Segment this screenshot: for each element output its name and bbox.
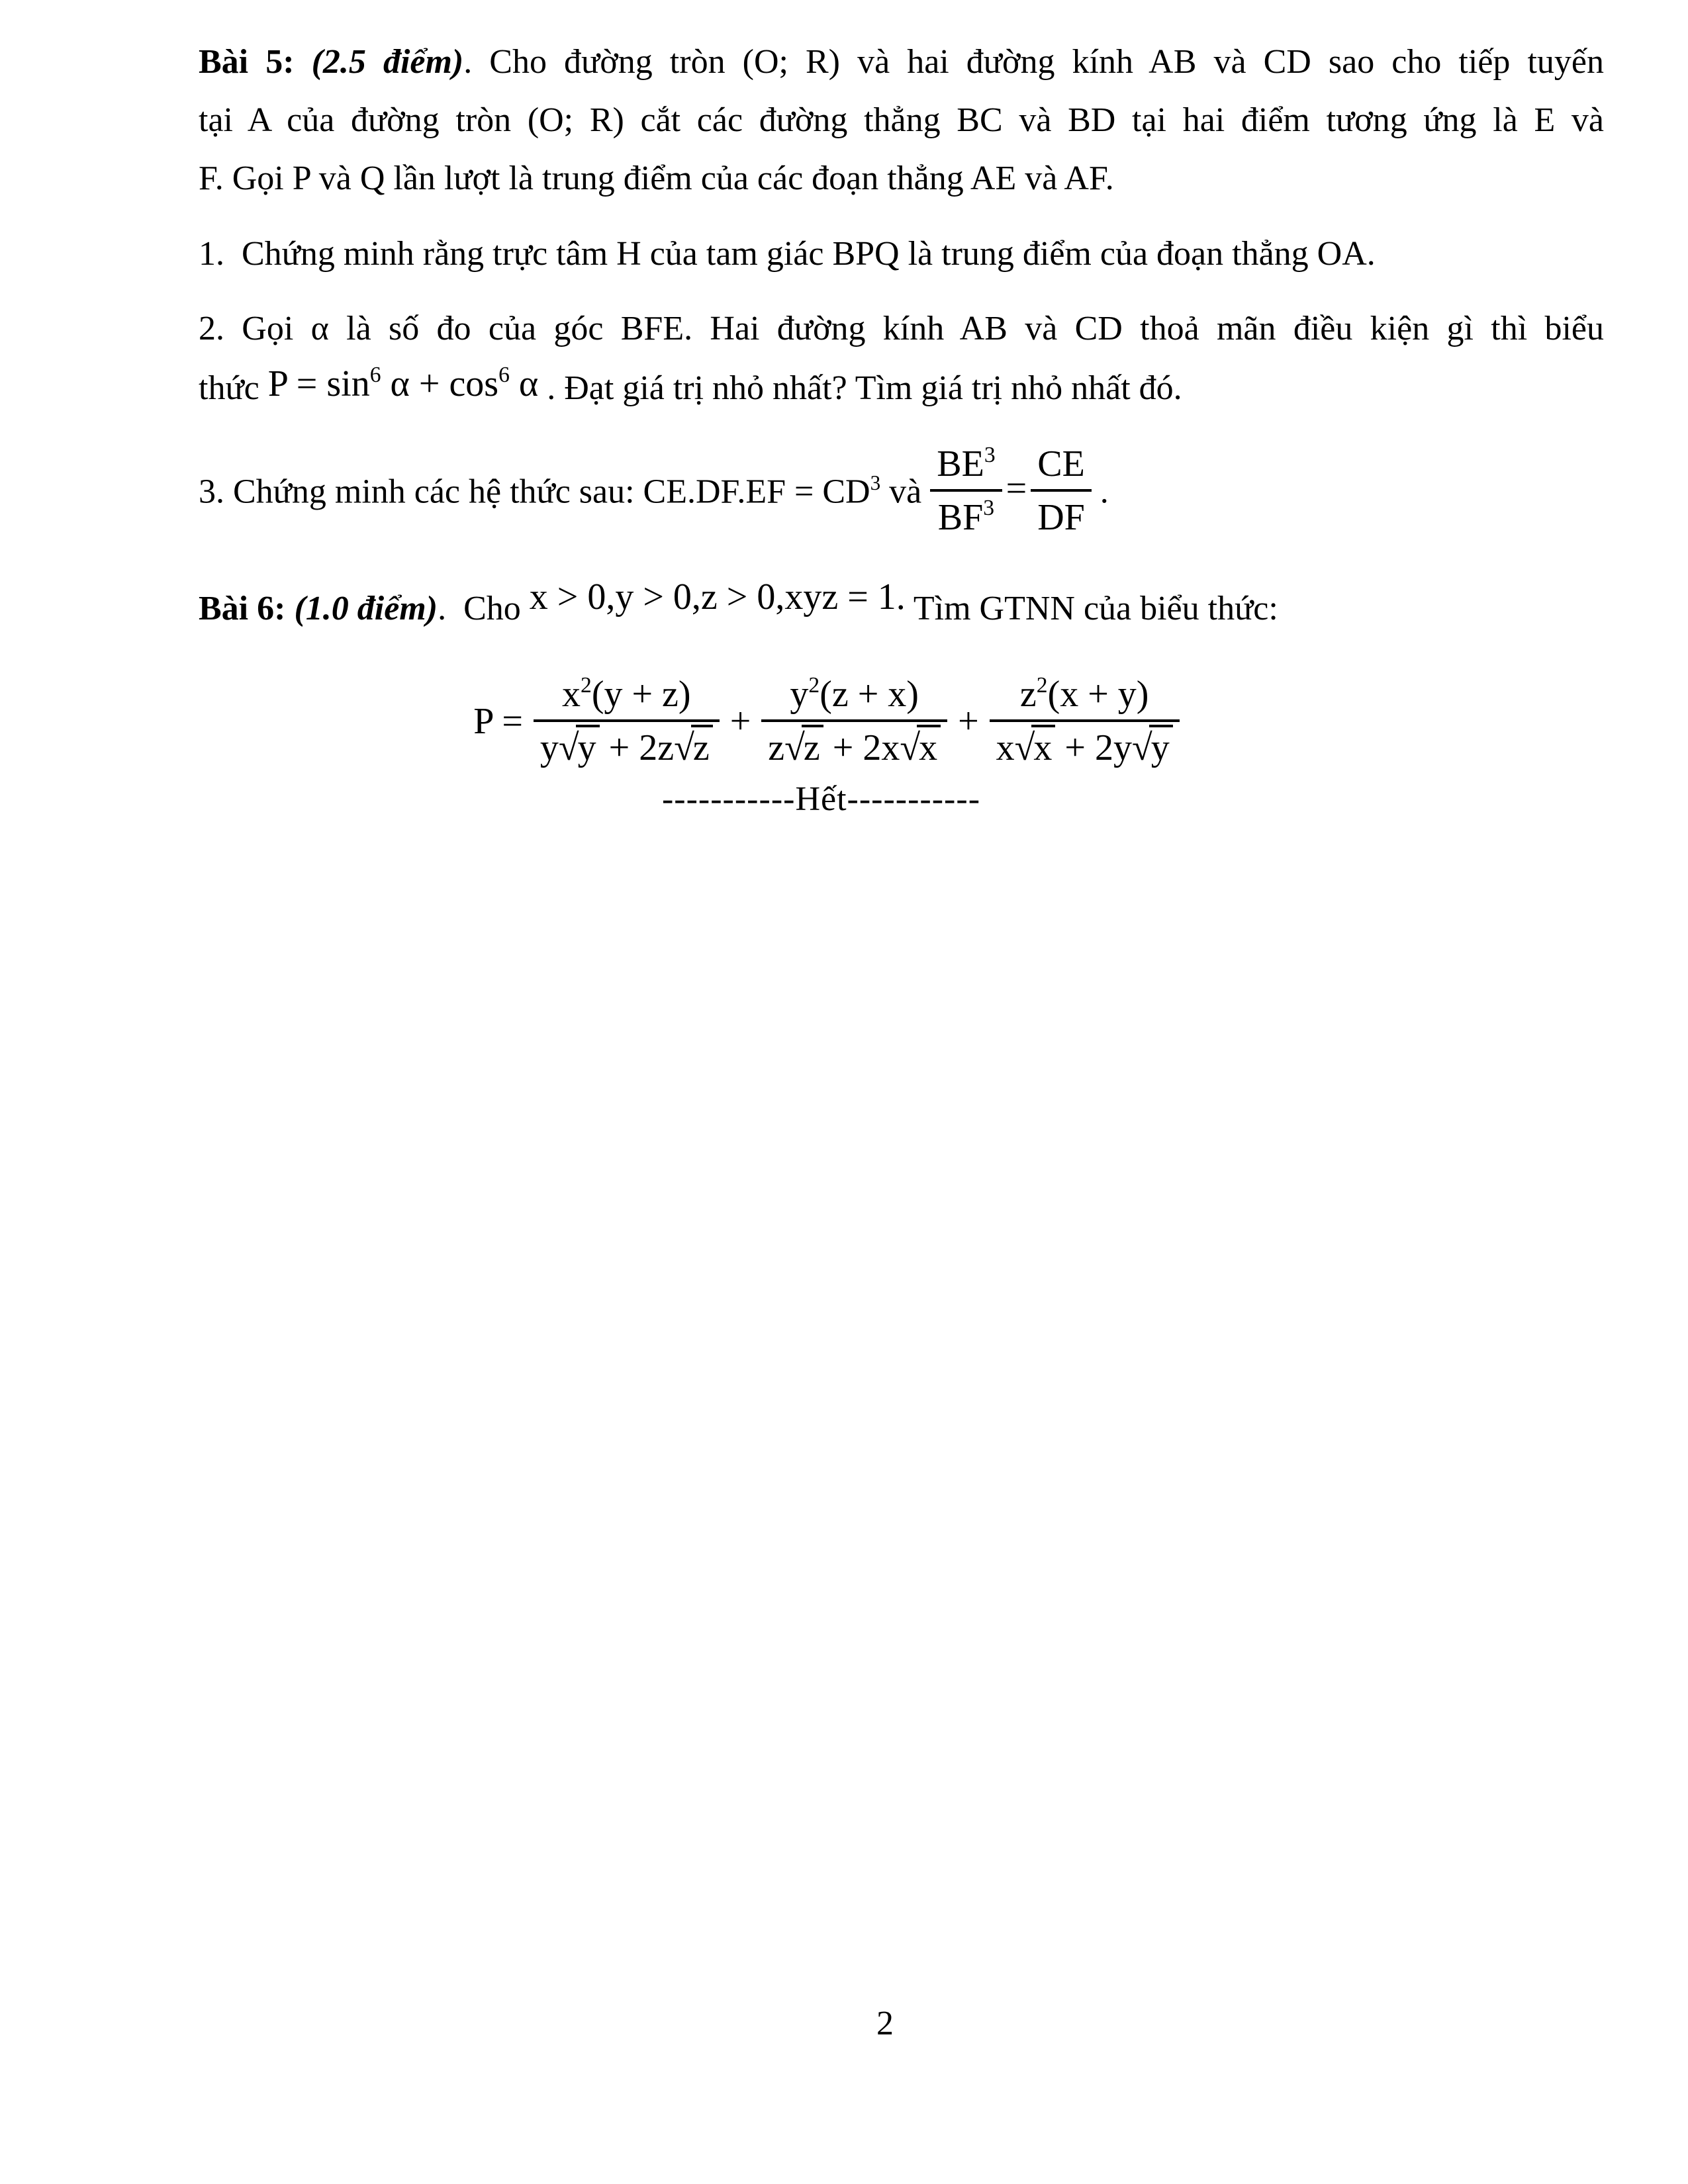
fraction-denominator: [534, 719, 720, 769]
problem-5-line-1-text: . Cho đường tròn (O; R) và hai đường kính AB và CD sao cho tiếp tuyến: [463, 43, 1605, 81]
formula-lhs: P =: [473, 700, 523, 742]
sqrt-icon: [1132, 727, 1173, 768]
fraction-denominator: [930, 489, 1002, 539]
fraction-denominator-text: BF: [937, 496, 984, 538]
fraction-numerator: [930, 443, 1002, 489]
plus-sign: +: [958, 700, 979, 742]
fraction-denominator: [990, 719, 1180, 769]
end-marker: -----------Hết-----------: [661, 780, 981, 818]
sqrt-icon: [1015, 727, 1056, 768]
fraction-denominator: DF: [1031, 489, 1092, 539]
radicand: x: [1031, 725, 1055, 768]
question-2-formula: [268, 363, 539, 404]
question-3-text: 3. Chứng minh các hệ thức sau: CE.DF.EF = CD: [199, 473, 870, 511]
denominator-text: + 2z: [599, 727, 675, 769]
numerator-exponent: 2: [808, 673, 820, 698]
problem-6-cho: Cho: [463, 590, 521, 628]
problem-5-question-1: 1. Chứng minh rằng trực tâm H của tam giác BPQ là trung điểm của đoạn thẳng OA.: [199, 235, 1376, 273]
cd-exponent: 3: [870, 471, 881, 494]
question-3-period: .: [1100, 473, 1109, 511]
denominator-text: z: [768, 727, 785, 769]
numerator-exponent: 2: [1036, 673, 1048, 698]
numerator-variable: z: [1019, 674, 1037, 715]
problem-6-tail: Tìm GTNN của biểu thức:: [913, 590, 1278, 628]
formula-term: P = sin: [267, 363, 370, 404]
numerator-rest: (x + y): [1047, 674, 1149, 715]
question-3-equation: [930, 442, 1092, 538]
problem-6-statement: [199, 578, 1604, 638]
numerator-rest: (y + z): [591, 674, 691, 715]
formula-fraction-3: [990, 674, 1180, 768]
fraction-numerator: [534, 674, 720, 719]
plus-sign: +: [729, 700, 751, 742]
fraction-numerator: CE: [1037, 443, 1085, 484]
sqrt-icon: [559, 727, 600, 768]
fraction-exponent: 3: [984, 442, 996, 467]
numerator-variable: x: [562, 674, 581, 715]
radicand: y: [1149, 725, 1173, 768]
problem-5-points: (2.5 điểm): [311, 43, 464, 81]
formula-fraction-1: [534, 674, 720, 768]
problem-5-question-3: [199, 442, 1604, 541]
denominator-text: x: [996, 727, 1015, 769]
problem-5-line-3: F. Gọi P và Q lần lượt là trung điểm của các đoạn thẳng AE và AF.: [199, 159, 1114, 197]
formula-exponent: 6: [498, 362, 510, 387]
problem-6-label: Bài 6:: [199, 590, 286, 628]
problem-5-label: Bài 5:: [199, 43, 295, 81]
question-2-suffix: . Đạt giá trị nhỏ nhất? Tìm giá trị nhỏ nhất đó.: [547, 369, 1182, 407]
sqrt-icon: [674, 727, 713, 768]
sqrt-icon: [900, 727, 941, 768]
problem-5-line-1: [199, 33, 1604, 91]
problem-6-condition: x > 0,y > 0,z > 0,xyz = 1.: [529, 576, 906, 618]
problem-5-line-2: tại A của đường tròn (O; R) cắt các đường thẳng BC và BD tại hai điểm tương ứng là E và: [199, 101, 1604, 139]
question-2-prefix: thức: [199, 369, 259, 407]
problem-5-question-2: [199, 300, 1604, 418]
numerator-rest: (z + x): [820, 674, 919, 715]
equals-sign: =: [1006, 467, 1027, 509]
numerator-exponent: 2: [581, 673, 592, 698]
problem-6-formula: [473, 674, 1179, 768]
problem-5-statement: [199, 33, 1604, 208]
denominator-text: + 2x: [823, 727, 900, 769]
document-content: [199, 33, 1604, 819]
problem-5-question-2-line-1: 2. Gọi α là số đo của góc BFE. Hai đường kính AB và CD thoả mãn điều kiện gì thì biểu: [199, 310, 1604, 347]
fraction-numerator: [761, 674, 947, 719]
fraction-numerator-text: BE: [937, 443, 984, 484]
page-number: 2: [876, 2005, 894, 2042]
formula-exponent: 6: [369, 362, 381, 387]
formula-term: α: [509, 363, 539, 404]
formula-fraction-2: [761, 674, 947, 768]
problem-6-points: (1.0 điểm): [294, 590, 438, 628]
numerator-variable: y: [790, 674, 809, 715]
formula-term: α + cos: [381, 363, 499, 404]
radicand: z: [802, 725, 823, 768]
fraction-ce-df: [1031, 443, 1092, 538]
radicand: x: [917, 725, 941, 768]
question-3-va: và: [889, 473, 922, 511]
problem-5-question-2-line-2: [199, 358, 1604, 418]
fraction-denominator: [761, 719, 947, 769]
denominator-text: + 2y: [1055, 727, 1132, 769]
sqrt-icon: [784, 727, 823, 768]
fraction-be-bf: [930, 443, 1002, 538]
radicand: y: [576, 725, 600, 768]
fraction-exponent: 3: [983, 496, 995, 521]
fraction-numerator: [990, 674, 1180, 719]
denominator-text: y: [539, 727, 559, 769]
radicand: z: [691, 725, 713, 768]
problem-6-dot: .: [438, 590, 455, 628]
